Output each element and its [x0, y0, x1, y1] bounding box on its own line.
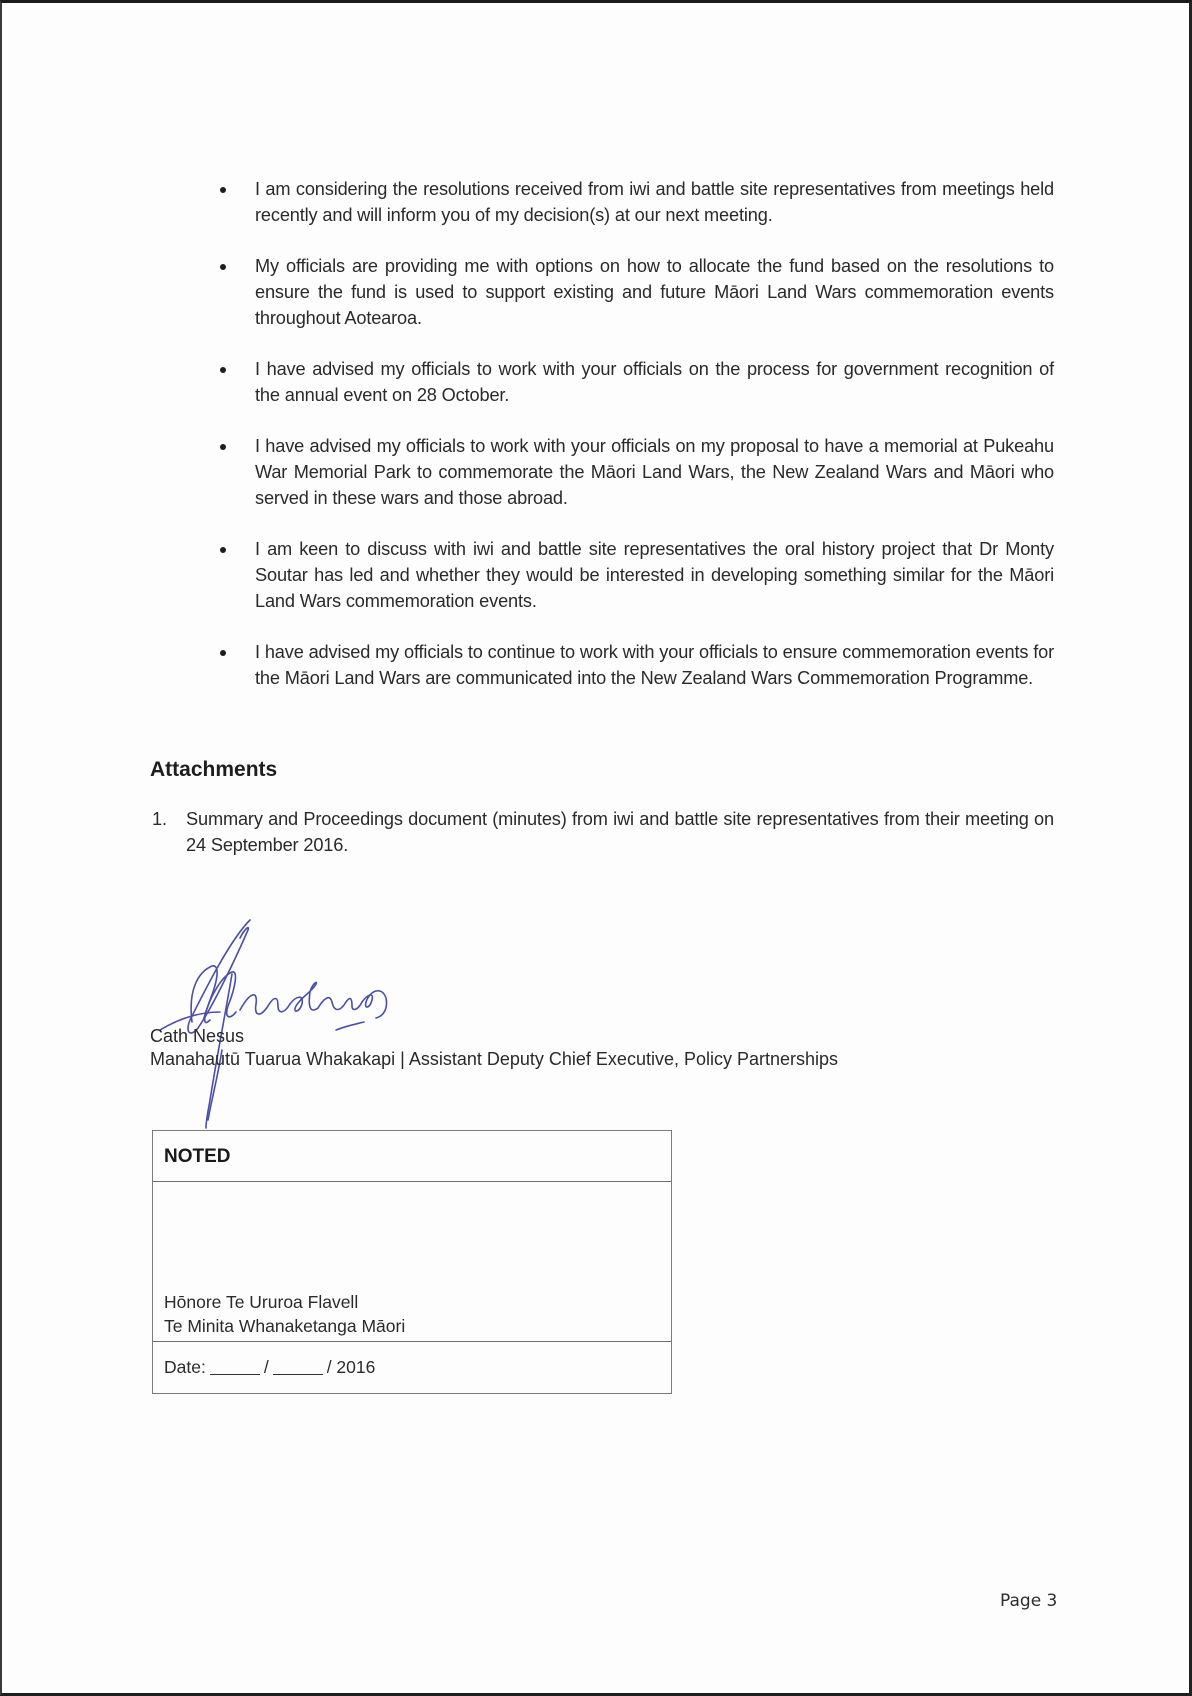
- signatory-name: Cath Nesus: [150, 1026, 245, 1046]
- bullet-list: [218, 176, 1054, 716]
- noted-header: NOTED: [153, 1131, 671, 1182]
- bullet-icon: [220, 547, 226, 553]
- minister-name: Hōnore Te Ururoa Flavell: [164, 1292, 359, 1312]
- bullet-text: I am keen to discuss with iwi and battle site representatives the oral history project that Dr Monty Soutar has led and whether they would be interested in developing something similar for the Māori Land Wars commemoration events.: [255, 539, 1054, 611]
- attachments-list: [150, 806, 1054, 858]
- attachment-item: [150, 806, 1054, 858]
- bullet-item: [218, 253, 1054, 331]
- signatory-title: Manahautū Tuarua Whakakapi | Assistant Deputy Chief Executive, Policy Partnerships: [150, 1049, 839, 1069]
- bullet-icon: [220, 264, 226, 270]
- bullet-text: I have advised my officials to work with your officials on my proposal to have a memorial at Pukeahu War Memorial Park to commemorate the Māori Land Wars, the New Zealand Wars and Māori who served in these wars and those abroad.: [255, 436, 1054, 508]
- bullet-icon: [220, 444, 226, 450]
- date-label: Date:: [164, 1357, 206, 1377]
- noted-signature-area: [153, 1182, 671, 1342]
- noted-date-row: [153, 1342, 671, 1392]
- bullet-text: I have advised my officials to work with your officials on the process for government recognition of the annual event on 28 October.: [255, 359, 1054, 405]
- bullet-text: My officials are providing me with options on how to allocate the fund based on the resolutions to ensure the fund is used to support existing and future Māori Land Wars commemoration events throughout Aotearoa.: [255, 256, 1054, 328]
- bullet-item: [218, 356, 1054, 408]
- date-day-blank: [210, 1360, 260, 1375]
- bullet-item: [218, 176, 1054, 228]
- minister-title: Te Minita Whanaketanga Māori: [164, 1316, 406, 1336]
- bullet-item: [218, 639, 1054, 691]
- bullet-text: I am considering the resolutions received from iwi and battle site representatives from meetings held recently and will inform you of my decision(s) at our next meeting.: [255, 179, 1054, 225]
- bullet-icon: [220, 187, 226, 193]
- bullet-icon: [220, 367, 226, 373]
- attachment-number: 1.: [152, 809, 167, 829]
- date-separator: /: [263, 1357, 269, 1377]
- page-number: Page 3: [1000, 1591, 1058, 1611]
- bullet-item: [218, 433, 1054, 511]
- handwritten-signature-icon: [140, 900, 470, 1130]
- attachment-text: Summary and Proceedings document (minutes) from iwi and battle site representatives from their meeting on 24 September 2016.: [186, 809, 1054, 855]
- bullet-item: [218, 536, 1054, 614]
- bullet-text: I have advised my officials to continue to work with your officials to ensure commemoration events for the Māori Land Wars are communicated into the New Zealand Wars Commemoration Programme.: [255, 642, 1054, 688]
- attachments-heading: Attachments: [150, 758, 278, 781]
- date-month-blank: [273, 1360, 323, 1375]
- bullet-icon: [220, 650, 226, 656]
- noted-box: [152, 1130, 672, 1394]
- date-year: / 2016: [326, 1357, 376, 1377]
